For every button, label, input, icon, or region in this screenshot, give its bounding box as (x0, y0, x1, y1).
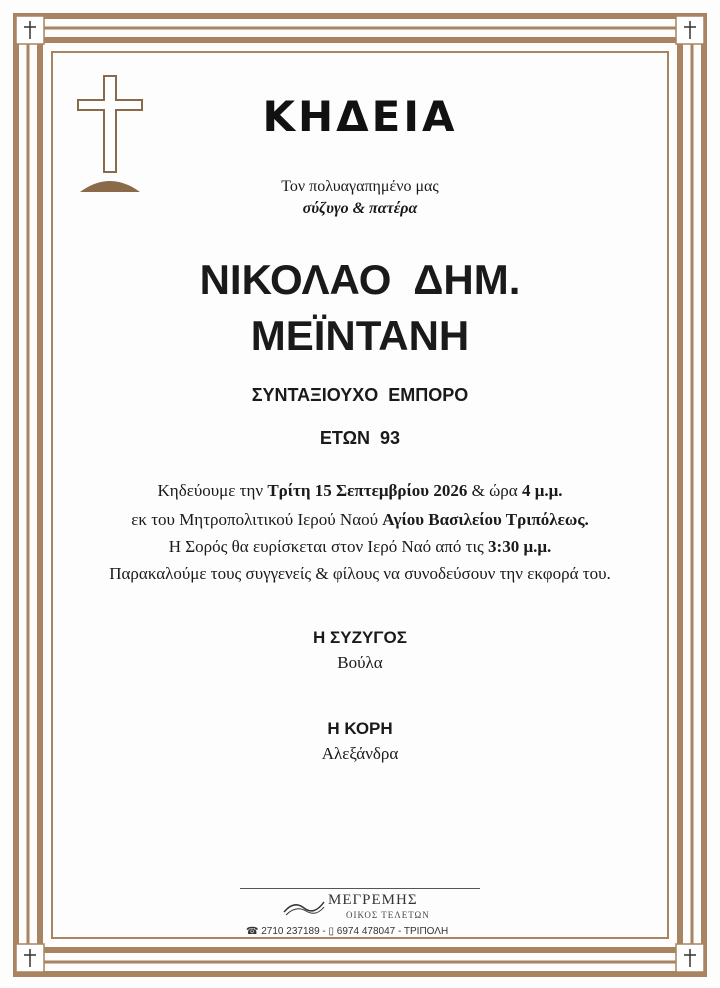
intro-line: Τον πολυαγαπημένο μας (281, 178, 439, 195)
relative-name: Βούλα (337, 653, 383, 672)
deceased-first-name: ΝΙΚΟΛΑΟ ΔΗΜ. (199, 256, 521, 303)
funeral-home-name: ΜΕΓΡΕΜΗΣ (328, 892, 418, 908)
relative-name: Αλεξάνδρα (321, 744, 399, 763)
funeral-home-contact: ☎ 2710 237189 - ▯ 6974 478047 - ΤΡΙΠΟΛΗ (246, 926, 449, 937)
funeral-home-subtitle: ΟΙΚΟΣ ΤΕΛΕΤΩΝ (346, 910, 430, 920)
intro-relation: σύζυγο & πατέρα (302, 200, 418, 217)
funeral-date-line: Κηδεύουμε την Τρίτη 15 Σεπτεμβρίου 2026 & ώρα 4 μ.μ. (157, 481, 563, 500)
relative-label: Η ΚΟΡΗ (327, 719, 393, 738)
occupation: ΣΥΝΤΑΞΙΟΥΧΟ ΕΜΠΟΡΟ (251, 385, 469, 405)
viewing-time-line: Η Σορός θα ευρίσκεται στον Ιερό Ναό από τις 3:30 μ.μ. (168, 537, 552, 556)
church-line: εκ του Μητροπολιτικού Ιερού Ναού Αγίου Βασιλείου Τριπόλεως. (131, 510, 589, 529)
footer-divider (240, 888, 480, 889)
deceased-surname: ΜΕΪΝΤΑΝΗ (250, 312, 470, 359)
funeral-home-logo-icon (282, 896, 326, 918)
relative-label: Η ΣΥΖΥΓΟΣ (313, 628, 407, 647)
age: ΕΤΩΝ 93 (319, 428, 401, 448)
invitation-line: Παρακαλούμε τους συγγενείς & φίλους να συνοδεύσουν την εκφορά του. (109, 564, 611, 583)
page-title: ΚΗΔΕΙΑ (262, 92, 458, 141)
